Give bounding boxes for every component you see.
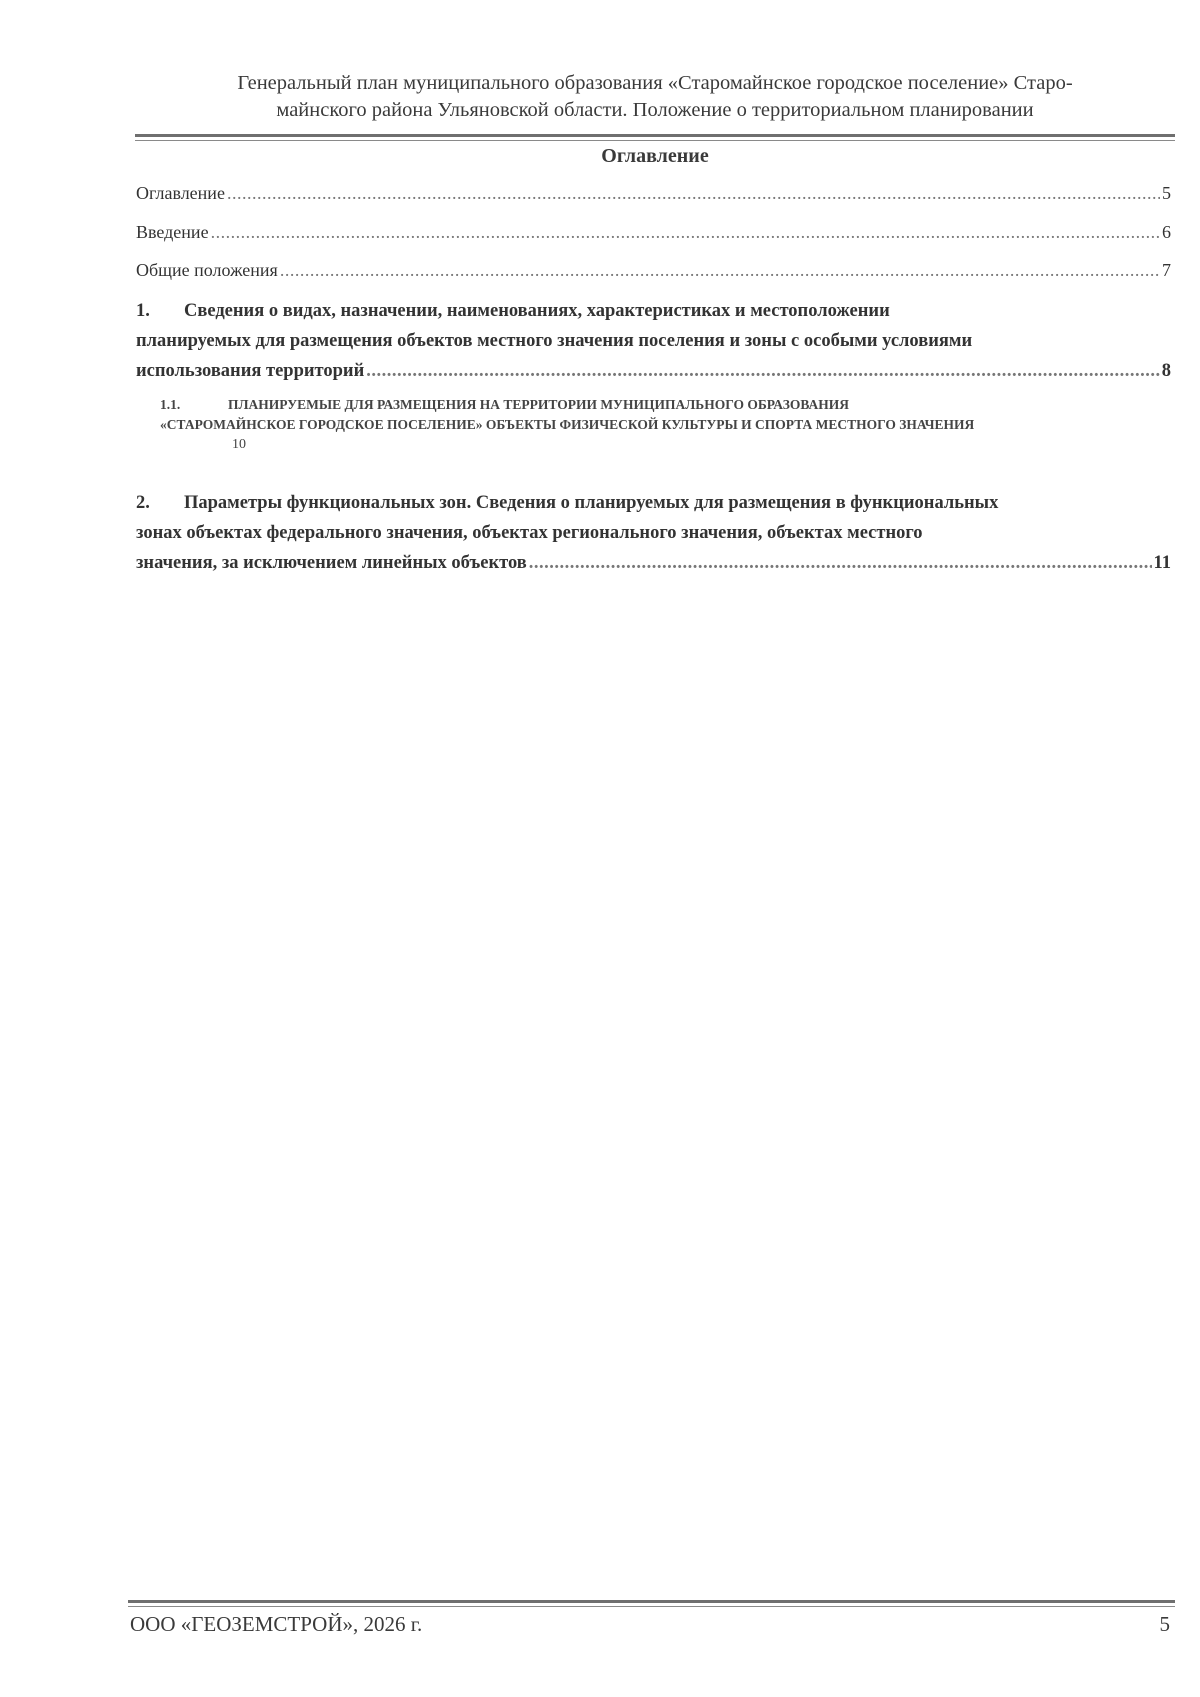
toc-entry-text: ПЛАНИРУЕМЫЕ ДЛЯ РАЗМЕЩЕНИЯ НА ТЕРРИТОРИИ МУНИЦИПАЛЬНОГО ОБРАЗОВАНИЯ: [228, 397, 849, 412]
toc-page-number: 8: [1161, 361, 1171, 381]
toc-entry-text: значения, за исключением линейных объектов: [136, 553, 527, 573]
toc-entry-text: Общие положения: [136, 260, 278, 280]
header-line-2: майнского района Ульяновской области. Положение о территориальном планировании: [276, 99, 1034, 121]
toc-entry-text: Параметры функциональных зон. Сведения о планируемых для размещения в функциональных: [184, 493, 999, 513]
toc-entry-text: использования территорий: [136, 361, 365, 381]
toc-entry-text: Оглавление: [136, 183, 225, 203]
toc-page-number: 11: [1153, 553, 1171, 573]
toc-page-number: 10: [232, 437, 246, 452]
section-number: 2.: [136, 493, 150, 513]
toc-entry-introduction[interactable]: [136, 222, 1171, 243]
toc-title: Оглавление: [601, 145, 709, 167]
footer-page-number: 5: [1159, 1612, 1170, 1636]
toc-entry-text: Сведения о видах, назначении, наименованиях, характеристиках и местоположении: [184, 301, 890, 321]
toc-entry-general-provisions[interactable]: [136, 260, 1171, 281]
section-number: 1.1.: [160, 397, 181, 412]
footer-divider: [128, 1600, 1175, 1607]
toc-entry-text: Введение: [136, 222, 209, 242]
toc-entry-line: [136, 296, 1171, 326]
dot-leader: [529, 548, 1152, 578]
dot-leader: [211, 222, 1160, 243]
footer-company: ООО «ГЕОЗЕМСТРОЙ», 2026 г.: [130, 1612, 423, 1636]
toc-entry-line: [136, 488, 1171, 518]
dot-leader: [280, 260, 1160, 281]
running-header: [135, 70, 1175, 124]
toc-entry-section-1[interactable]: [136, 296, 1171, 386]
toc-page-number: 7: [1162, 260, 1171, 280]
dot-leader: [366, 356, 1160, 386]
toc-entry-line: планируемых для размещения объектов местного значения поселения и зоны с особыми условиями: [136, 331, 973, 351]
toc-entry-line: «СТАРОМАЙНСКОЕ ГОРОДСКОЕ ПОСЕЛЕНИЕ» ОБЪЕКТЫ ФИЗИЧЕСКОЙ КУЛЬТУРЫ И СПОРТА МЕСТНОГО ЗНАЧЕНИЯ: [160, 417, 975, 432]
toc-entry-section-2[interactable]: [136, 488, 1171, 578]
toc-entry-contents[interactable]: [136, 183, 1171, 204]
dot-leader: [227, 183, 1160, 204]
header-line-1: Генеральный план муниципального образования «Старомайнское городское поселение» Старо-: [237, 72, 1073, 94]
toc-entry-section-1-1[interactable]: [160, 395, 1170, 455]
header-divider: [135, 134, 1175, 141]
toc-page-number: 5: [1162, 183, 1171, 203]
toc-entry-line: [160, 395, 1170, 415]
toc-page-number: 6: [1162, 222, 1171, 242]
toc-entry-line: зонах объектах федерального значения, объектах регионального значения, объектах местного: [136, 523, 923, 543]
section-number: 1.: [136, 301, 150, 321]
